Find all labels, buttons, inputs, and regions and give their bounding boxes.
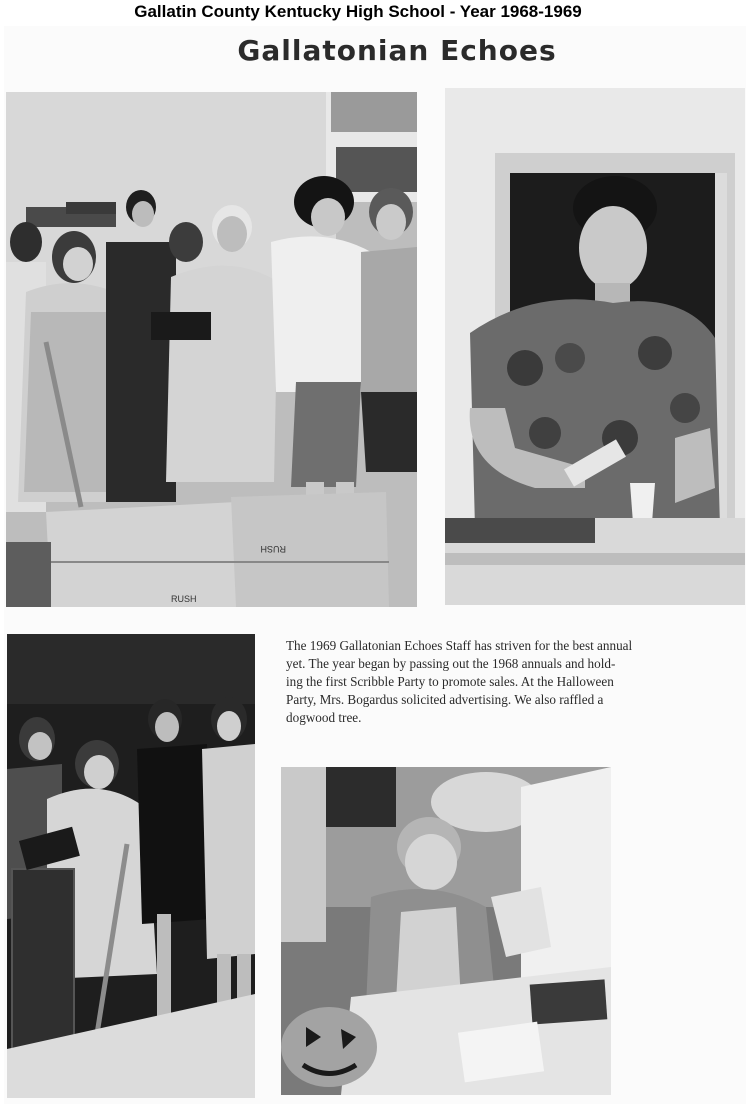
box-label-1: RUSH — [260, 544, 286, 554]
photo-scribble-party — [7, 634, 255, 1098]
caption-line: yet. The year began by passing out the 1968 annuals and hold- — [286, 656, 616, 671]
caption-line: Party, Mrs. Bogardus solicited advertising. We also raffled a — [286, 692, 604, 707]
photo-advertising — [281, 767, 611, 1095]
photo-student-at-window — [445, 88, 745, 605]
photo-scribble-party-image — [7, 634, 255, 1098]
staff-caption — [286, 637, 716, 727]
caption-line: dogwood tree. — [286, 710, 362, 725]
photo-annual-distribution-image — [6, 92, 417, 607]
photo-advertising-image — [281, 767, 611, 1095]
caption-line: ing the first Scribble Party to promote sales. At the Halloween — [286, 674, 614, 689]
photo-student-at-window-image — [445, 88, 745, 605]
box-label-2: RUSH — [171, 594, 197, 604]
photo-annual-distribution — [6, 92, 417, 607]
caption-line: The 1969 Gallatonian Echoes Staff has striven for the best annual — [286, 638, 633, 653]
page-header-title: Gallatin County Kentucky High School - Year 1968-1969 — [134, 2, 582, 21]
yearbook-title: Gallatonian Echoes — [237, 34, 557, 67]
